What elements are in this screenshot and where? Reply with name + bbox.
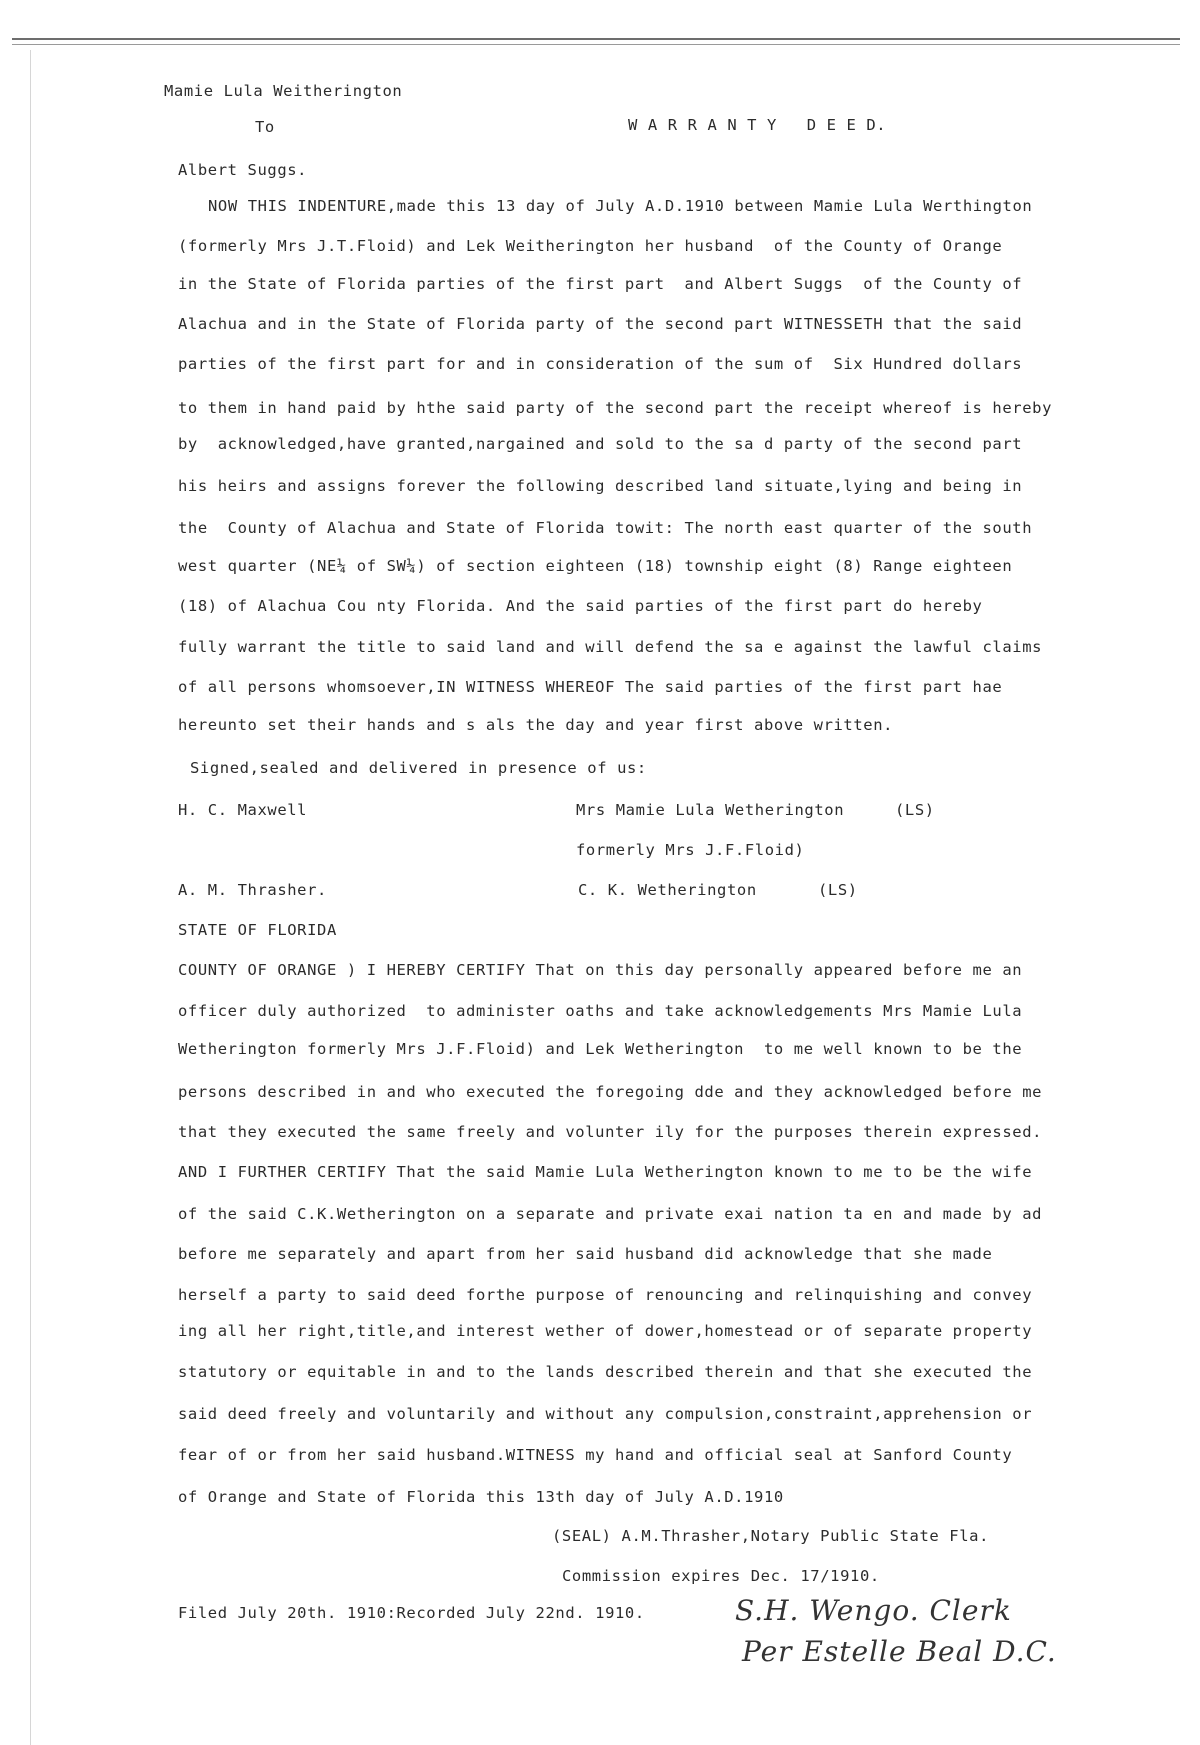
witness-2: A. M. Thrasher. xyxy=(178,881,327,899)
cert-line: before me separately and apart from her said husband did acknowledge that she made xyxy=(178,1245,993,1263)
cert-line: that they executed the same freely and volunter ily for the purposes therein expressed. xyxy=(178,1123,1043,1141)
to-label: To xyxy=(255,118,275,136)
seal-ls-2: (LS) xyxy=(818,881,858,899)
body-line: parties of the first part for and in consideration of the sum of Six Hundred dollars xyxy=(178,355,1023,373)
document-title: W A R R A N T Y D E E D. xyxy=(628,116,887,134)
cert-line: herself a party to said deed forthe purpose of renouncing and relinquishing and convey xyxy=(178,1286,1033,1304)
body-line: in the State of Florida parties of the first part and Albert Suggs of the County of xyxy=(178,275,1023,293)
cert-line: AND I FURTHER CERTIFY That the said Mamie Lula Wetherington known to me to be the wife xyxy=(178,1163,1033,1181)
body-line: (18) of Alachua Cou nty Florida. And the said parties of the first part do hereby xyxy=(178,597,983,615)
notary-line: (SEAL) A.M.Thrasher,Notary Public State Fla. xyxy=(552,1527,989,1545)
page-border-top xyxy=(12,38,1180,40)
cert-line: of Orange and State of Florida this 13th day of July A.D.1910 xyxy=(178,1488,784,1506)
body-line: to them in hand paid by hthe said party of the second part the receipt whereof is hereby xyxy=(178,399,1052,417)
body-line: west quarter (NE¼ of SW¼) of section eighteen (18) township eight (8) Range eighteen xyxy=(178,557,1013,575)
page-border-left xyxy=(30,50,31,1745)
cert-line: ing all her right,title,and interest wether of dower,homestead or of separate property xyxy=(178,1322,1033,1340)
body-line: fully warrant the title to said land and will defend the sa e against the lawful claims xyxy=(178,638,1043,656)
signed-sealed-line: Signed,sealed and delivered in presence of us: xyxy=(190,759,647,777)
witness-1: H. C. Maxwell xyxy=(178,801,308,819)
body-line: Alachua and in the State of Florida party of the second part WITNESSETH that the said xyxy=(178,315,1023,333)
cert-line: fear of or from her said husband.WITNESS my hand and official seal at Sanford County xyxy=(178,1446,1013,1464)
cert-line: statutory or equitable in and to the lands described therein and that she executed the xyxy=(178,1363,1033,1381)
cert-line: Wetherington formerly Mrs J.F.Floid) and Lek Wetherington to me well known to be the xyxy=(178,1040,1023,1058)
body-line: NOW THIS INDENTURE,made this 13 day of July A.D.1910 between Mamie Lula Werthington xyxy=(208,197,1033,215)
clerk-signature-line-1: S.H. Wengo. Clerk xyxy=(735,1594,1012,1627)
cert-line: officer duly authorized to administer oaths and take acknowledgements Mrs Mamie Lula xyxy=(178,1002,1023,1020)
signer-1-formerly: formerly Mrs J.F.Floid) xyxy=(576,841,805,859)
page-border-top-inner xyxy=(12,44,1180,45)
clerk-signature-line-2: Per Estelle Beal D.C. xyxy=(742,1635,1057,1668)
grantor-name: Mamie Lula Weitherington xyxy=(164,82,403,100)
body-line: his heirs and assigns forever the following described land situate,lying and being in xyxy=(178,477,1023,495)
body-line: by acknowledged,have granted,nargained and sold to the sa d party of the second part xyxy=(178,435,1023,453)
body-line: (formerly Mrs J.T.Floid) and Lek Weitherington her husband of the County of Orange xyxy=(178,237,1003,255)
cert-line: persons described in and who executed the foregoing dde and they acknowledged before me xyxy=(178,1083,1043,1101)
filed-recorded-line: Filed July 20th. 1910:Recorded July 22nd. 1910. xyxy=(178,1604,645,1622)
seal-ls-1: (LS) xyxy=(895,801,935,819)
body-line: hereunto set their hands and s als the day and year first above written. xyxy=(178,716,894,734)
cert-line: COUNTY OF ORANGE ) I HEREBY CERTIFY That on this day personally appeared before me an xyxy=(178,961,1023,979)
signer-2: C. K. Wetherington xyxy=(578,881,757,899)
signer-1: Mrs Mamie Lula Wetherington xyxy=(576,801,845,819)
cert-line: of the said C.K.Wetherington on a separate and private exai nation ta en and made by ad xyxy=(178,1205,1043,1223)
state-heading: STATE OF FLORIDA xyxy=(178,921,337,939)
cert-line: said deed freely and voluntarily and without any compulsion,constraint,apprehension or xyxy=(178,1405,1033,1423)
body-line: of all persons whomsoever,IN WITNESS WHEREOF The said parties of the first part hae xyxy=(178,678,1003,696)
body-line: the County of Alachua and State of Florida towit: The north east quarter of the south xyxy=(178,519,1033,537)
grantee-name: Albert Suggs. xyxy=(178,161,308,179)
commission-line: Commission expires Dec. 17/1910. xyxy=(562,1567,880,1585)
